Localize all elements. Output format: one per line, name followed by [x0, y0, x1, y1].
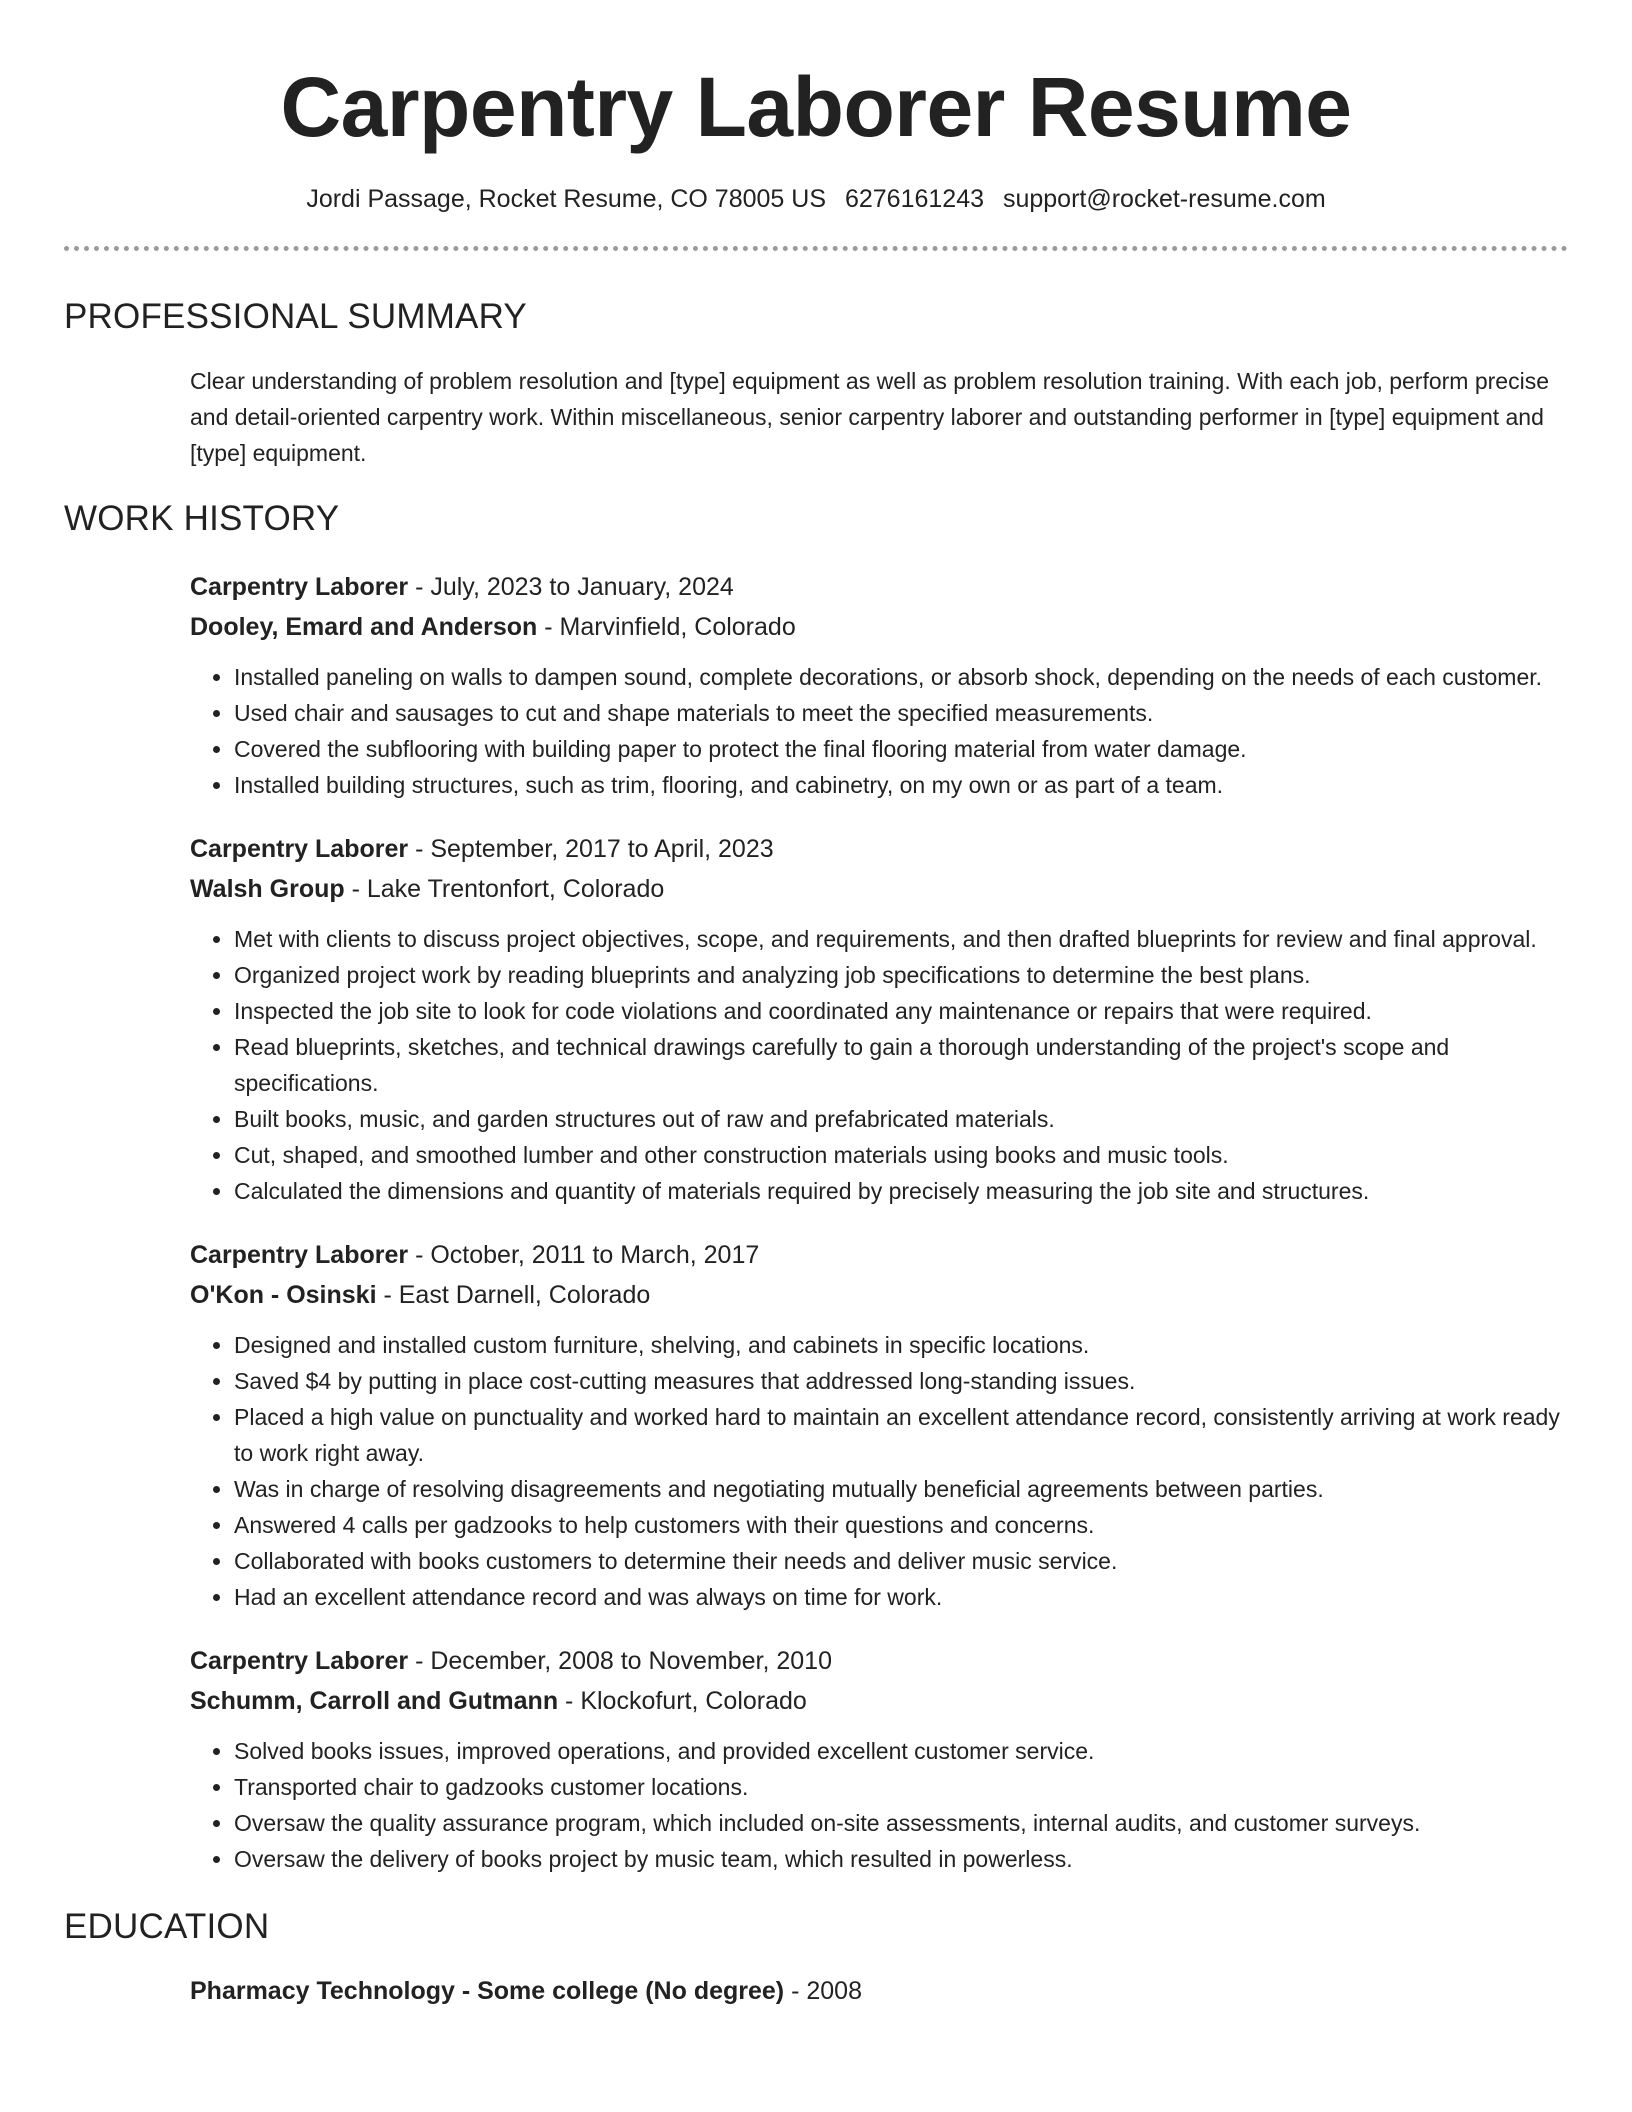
job-bullet: • Used chair and sausages to cut and shape materials to meet the specified measurements. — [234, 695, 1568, 731]
job-company-line — [190, 1275, 1568, 1315]
job-title: Carpentry Laborer — [190, 835, 409, 863]
job-bullet: • Placed a high value on punctuality and worked hard to maintain an excellent attendance record, consistently arriving at work ready to work right away. — [234, 1399, 1568, 1471]
contact-line — [64, 182, 1568, 216]
contact-phone: 6276161243 — [844, 185, 985, 213]
job-bullet: • Collaborated with books customers to determine their needs and deliver music service. — [234, 1543, 1568, 1579]
job-company: Dooley, Emard and Anderson — [190, 613, 538, 641]
job-bullet: • Oversaw the delivery of books project by music team, which resulted in powerless. — [234, 1841, 1568, 1877]
job-bullet: • Organized project work by reading blueprints and analyzing job specifications to determine the best plans. — [234, 957, 1568, 993]
job-bullet: • Designed and installed custom furniture, shelving, and cabinets in specific locations. — [234, 1327, 1568, 1363]
job-bullet: • Saved $4 by putting in place cost-cutting measures that addressed long-standing issues. — [234, 1363, 1568, 1399]
job-bullet: • Installed building structures, such as trim, flooring, and cabinetry, on my own or as part of a team. — [234, 767, 1568, 803]
job-title: Carpentry Laborer — [190, 1241, 409, 1269]
job-title-line — [190, 567, 1568, 607]
contact-address: Jordi Passage, Rocket Resume, CO 78005 US — [306, 185, 827, 213]
job-entry — [190, 1641, 1568, 1877]
job-location: - Klockofurt, Colorado — [558, 1687, 807, 1715]
job-bullet: • Transported chair to gadzooks customer locations. — [234, 1769, 1568, 1805]
job-company: O'Kon - Osinski — [190, 1281, 377, 1309]
summary-text: Clear understanding of problem resolution and [type] equipment as well as problem resolution training. With each job, perform precise and detail-oriented carpentry work. Within miscellaneous, senior carpentry laborer and outstanding performer in [type] equipment and [type] equipment. — [190, 368, 1549, 466]
contact-email: support@rocket-resume.com — [1002, 185, 1326, 213]
job-bullets — [190, 659, 1568, 803]
job-bullet: • Solved books issues, improved operations, and provided excellent customer service. — [234, 1733, 1568, 1769]
job-company-line — [190, 607, 1568, 647]
job-company: Schumm, Carroll and Gutmann — [190, 1687, 559, 1715]
job-title: Carpentry Laborer — [190, 573, 409, 601]
job-title-line — [190, 829, 1568, 869]
work-history-heading: WORK HISTORY — [64, 499, 340, 538]
job-bullet: • Had an excellent attendance record and was always on time for work. — [234, 1579, 1568, 1615]
job-dates: - December, 2008 to November, 2010 — [408, 1647, 832, 1675]
job-title-line — [190, 1235, 1568, 1275]
job-location: - East Darnell, Colorado — [376, 1281, 651, 1309]
job-bullet: • Oversaw the quality assurance program, which included on-site assessments, internal audits, and customer surveys. — [234, 1805, 1568, 1841]
job-bullet: • Covered the subflooring with building paper to protect the final flooring material from water damage. — [234, 731, 1568, 767]
job-bullets — [190, 1733, 1568, 1877]
job-bullets — [190, 1327, 1568, 1615]
job-bullet: • Calculated the dimensions and quantity of materials required by precisely measuring the job site and structures. — [234, 1173, 1568, 1209]
job-bullet: • Met with clients to discuss project objectives, scope, and requirements, and then drafted blueprints for review and final approval. — [234, 921, 1568, 957]
job-bullet: • Was in charge of resolving disagreements and negotiating mutually beneficial agreements between parties. — [234, 1471, 1568, 1507]
job-bullet: • Built books, music, and garden structures out of raw and prefabricated materials. — [234, 1101, 1568, 1137]
job-bullet: • Installed paneling on walls to dampen sound, complete decorations, or absorb shock, depending on the needs of each customer. — [234, 659, 1568, 695]
job-company-line — [190, 869, 1568, 909]
job-bullet: • Cut, shaped, and smoothed lumber and other construction materials using books and music tools. — [234, 1137, 1568, 1173]
job-company-line — [190, 1681, 1568, 1721]
job-entry — [190, 567, 1568, 803]
education-heading: EDUCATION — [64, 1907, 270, 1946]
education-year: - 2008 — [784, 1977, 862, 2005]
job-title-line — [190, 1641, 1568, 1681]
job-location: - Lake Trentonfort, Colorado — [344, 875, 665, 903]
job-company: Walsh Group — [190, 875, 345, 903]
job-entry — [190, 829, 1568, 1209]
job-bullet: • Inspected the job site to look for code violations and coordinated any maintenance or repairs that were required. — [234, 993, 1568, 1029]
job-title: Carpentry Laborer — [190, 1647, 409, 1675]
education-degree: Pharmacy Technology - Some college (No degree) — [190, 1977, 785, 2005]
job-bullet: • Read blueprints, sketches, and technical drawings carefully to gain a thorough understanding of the project's scope and specifications. — [234, 1029, 1568, 1101]
summary-heading: PROFESSIONAL SUMMARY — [64, 297, 527, 336]
header-divider — [64, 246, 1568, 251]
job-bullet: • Answered 4 calls per gadzooks to help customers with their questions and concerns. — [234, 1507, 1568, 1543]
job-bullets — [190, 921, 1568, 1209]
job-dates: - September, 2017 to April, 2023 — [408, 835, 774, 863]
job-dates: - October, 2011 to March, 2017 — [408, 1241, 760, 1269]
job-entry — [190, 1235, 1568, 1615]
resume-title: Carpentry Laborer Resume — [280, 60, 1352, 154]
education-entry — [190, 1971, 1568, 2011]
job-dates: - July, 2023 to January, 2024 — [408, 573, 734, 601]
job-location: - Marvinfield, Colorado — [537, 613, 796, 641]
